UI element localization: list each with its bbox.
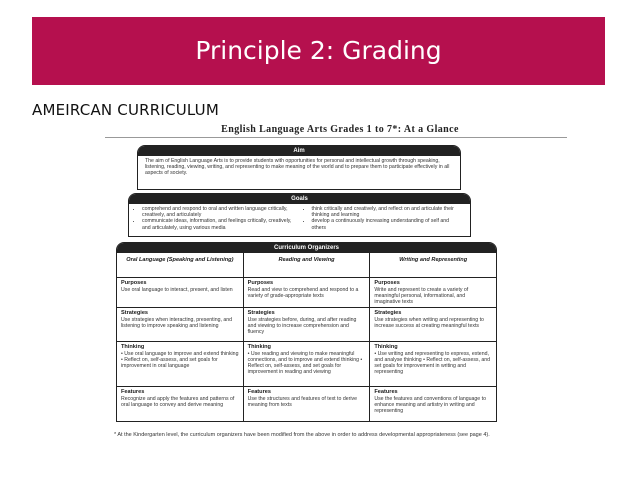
cell-text: • Use oral language to improve and extend thinking • Reflect on, self-assess, and set goals for improvement in oral language xyxy=(121,350,239,369)
table-row xyxy=(117,342,496,387)
table-cell xyxy=(370,342,496,386)
organizers-column-headers xyxy=(117,253,496,278)
goals-box xyxy=(128,193,471,237)
row-label: Purposes xyxy=(121,280,147,286)
curriculum-organizers-table xyxy=(116,242,497,422)
aim-heading: Aim xyxy=(138,146,460,156)
row-label: Purposes xyxy=(374,280,400,286)
table-row xyxy=(117,387,496,422)
footnote: * At the Kindergarten level, the curriculum organizers have been modified from the above in order to address developmental appropriateness (see page 4). xyxy=(114,432,490,438)
table-cell xyxy=(117,387,244,422)
title-banner xyxy=(32,17,605,85)
cell-text: Use the features and conventions of language to enhance meaning and artistry in writing and representing xyxy=(374,395,486,414)
column-header: Oral Language (Speaking and Listening) xyxy=(117,253,244,277)
row-label: Features xyxy=(247,389,271,395)
cell-text: Write and represent to create a variety of meaningful personal, informational, and imaginative texts xyxy=(374,286,469,305)
goal-item: • develop a continuously increasing understanding of self and others xyxy=(312,218,465,230)
goals-left-list xyxy=(135,206,295,231)
goals-heading: Goals xyxy=(129,194,470,204)
row-label: Strategies xyxy=(121,310,149,316)
table-cell xyxy=(370,308,496,341)
cell-text: Read and view to comprehend and respond to a variety of grade-appropriate texts xyxy=(247,286,359,299)
row-label: Features xyxy=(121,389,145,395)
cell-text: Use strategies before, during, and after reading and viewing to increase comprehension and fluency xyxy=(247,316,357,335)
table-cell xyxy=(244,278,371,307)
cell-text: Recognize and apply the features and patterns of oral language to convey and derive meaning xyxy=(121,395,235,408)
aim-text: The aim of English Language Arts is to provide students with opportunities for personal and intellectual growth through speaking, listening, reading, viewing, writing, and representing to make meaning of the world and to prepare them to participate effectively in all aspects of society. xyxy=(145,158,450,177)
title-divider xyxy=(105,137,567,138)
cell-text: Use oral language to interact, present, and listen xyxy=(121,286,233,293)
slide-subtitle: AMEIRCAN CURRICULUM xyxy=(32,101,220,119)
column-header: Writing and Representing xyxy=(399,257,468,263)
table-cell xyxy=(117,342,244,386)
row-label: Strategies xyxy=(247,310,275,316)
table-cell xyxy=(370,387,496,422)
row-label: Thinking xyxy=(121,344,145,350)
column-header: Reading and Viewing xyxy=(244,253,371,277)
cell-text: Use strategies when writing and representing to increase success at creating meaningful texts xyxy=(374,316,484,329)
table-cell xyxy=(117,278,244,307)
cell-text: • Use writing and representing to express, extend, and analyse thinking • Reflect on, self-assess, and set goals for improvement in writing and representing xyxy=(374,350,491,376)
row-label: Thinking xyxy=(247,344,271,350)
row-label: Features xyxy=(374,389,398,395)
row-label: Thinking xyxy=(374,344,398,350)
goals-right-list xyxy=(305,206,465,231)
table-row xyxy=(117,278,496,308)
cell-text: Use the structures and features of text to derive meaning from texts xyxy=(247,395,357,408)
table-cell xyxy=(370,278,496,307)
aim-box xyxy=(137,145,461,190)
row-label: Strategies xyxy=(374,310,402,316)
row-label: Purposes xyxy=(247,280,274,286)
organizers-heading: Curriculum Organizers xyxy=(117,243,496,253)
goal-item: • communicate ideas, information, and feelings critically, creatively, and articulately, using various media xyxy=(142,218,295,230)
goal-item: • comprehend and respond to oral and written language critically, creatively, and articulately xyxy=(142,206,295,218)
table-cell xyxy=(244,387,371,422)
table-cell xyxy=(244,342,371,386)
slide-title: Principle 2: Grading xyxy=(195,36,442,65)
table-cell xyxy=(117,308,244,341)
table-row xyxy=(117,308,496,342)
table-cell xyxy=(244,308,371,341)
cell-text: • Use reading and viewing to make meaningful connections, and to improve and extend thinking • Reflect on, self-assess, and set goals for improvement in reading and viewing xyxy=(247,350,363,376)
goal-item: • think critically and creatively, and reflect on and articulate their thinking and learning xyxy=(312,206,465,218)
document-title: English Language Arts Grades 1 to 7*: At a Glance xyxy=(221,124,459,135)
cell-text: Use strategies when interacting, presenting, and listening to improve speaking and listening xyxy=(121,316,233,329)
